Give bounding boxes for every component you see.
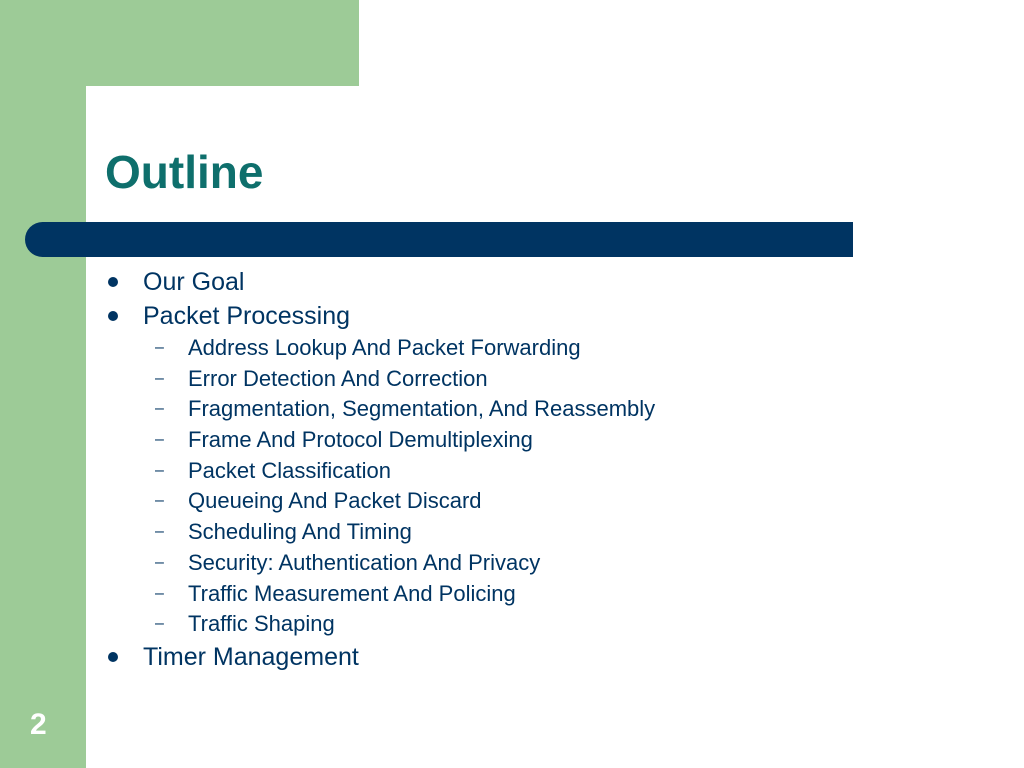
outline-subitem-text: Fragmentation, Segmentation, And Reassembly (188, 396, 656, 422)
outline-subitem-text: Queueing And Packet Discard (188, 488, 482, 514)
dash-bullet-icon: – (155, 431, 164, 449)
outline-subitem-text: Traffic Measurement And Policing (188, 580, 516, 606)
bullet-dot-icon (108, 652, 118, 662)
outline-item-text: Our Goal (143, 268, 245, 296)
outline-subitem-text: Frame And Protocol Demultiplexing (188, 427, 533, 453)
dash-bullet-icon: – (155, 492, 164, 510)
outline-subitem-text: Security: Authentication And Privacy (188, 549, 541, 575)
outline-subitem-text: Address Lookup And Packet Forwarding (188, 335, 581, 360)
outline-subitem-text: Error Detection And Correction (188, 365, 488, 391)
slide-number: 2 (30, 708, 47, 741)
dash-bullet-icon: – (155, 523, 164, 541)
green-sidebar-band (0, 0, 86, 768)
outline-subitem-text: Packet Classification (188, 457, 391, 483)
title-underline-bar (25, 222, 853, 257)
slide-title: Outline (105, 146, 264, 198)
dash-bullet-icon: – (155, 553, 164, 571)
dash-bullet-icon: – (155, 369, 164, 387)
dash-bullet-icon: – (155, 584, 164, 602)
outline-subitem-text: Scheduling And Timing (188, 519, 412, 545)
dash-bullet-icon: – (155, 615, 164, 633)
bullet-dot-icon (108, 311, 118, 321)
dash-bullet-icon: – (155, 339, 164, 356)
green-top-band (0, 0, 359, 86)
outline-item-text: Timer Management (143, 642, 359, 671)
bullet-dot-icon (108, 277, 118, 287)
dash-bullet-icon: – (155, 461, 164, 479)
dash-bullet-icon: – (155, 400, 164, 418)
outline-item-text: Packet Processing (143, 302, 351, 330)
outline-subitem-text: Traffic Shaping (188, 611, 335, 637)
